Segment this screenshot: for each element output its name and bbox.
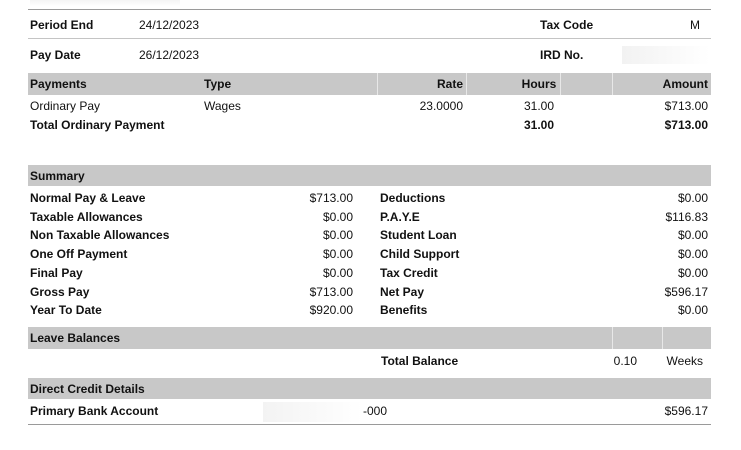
summary-label: Deductions: [380, 191, 446, 205]
summary-value: $0.00: [677, 191, 708, 205]
leave-total-label: Total Balance: [381, 354, 459, 368]
payment-rate: 23.0000: [419, 99, 463, 113]
leave-band-sep: [612, 327, 613, 349]
summary-value: $0.00: [322, 247, 353, 261]
tax-code-label: Tax Code: [540, 18, 594, 32]
summary-label: Tax Credit: [380, 266, 438, 280]
summary-value: $116.83: [665, 210, 708, 224]
total-ordinary-hours: 31.00: [523, 118, 555, 132]
period-end-label: Period End: [30, 18, 94, 32]
summary-label: Year To Date: [30, 303, 102, 317]
payment-name: Ordinary Pay: [30, 99, 101, 113]
primary-account-label: Primary Bank Account: [30, 404, 159, 418]
summary-label: P.A.Y.E: [380, 210, 420, 224]
summary-title: Summary: [30, 169, 85, 183]
payments-column-type: Type: [204, 77, 232, 91]
pay-date-value: 26/12/2023: [139, 48, 200, 62]
summary-value: $0.00: [322, 228, 353, 242]
summary-value: $596.17: [664, 285, 708, 299]
summary-band: [28, 165, 711, 186]
summary-label: Non Taxable Allowances: [30, 228, 170, 242]
total-ordinary-label: Total Ordinary Payment: [30, 118, 165, 132]
ird-label: IRD No.: [540, 48, 584, 62]
summary-label: Taxable Allowances: [30, 210, 143, 224]
payments-header-sep: [612, 73, 613, 95]
direct-credit-title: Direct Credit Details: [30, 382, 145, 396]
summary-value: $0.00: [677, 303, 708, 317]
account-number: -000: [363, 404, 388, 418]
summary-value: $713.00: [309, 285, 353, 299]
leave-band: [28, 327, 711, 349]
direct-credit-amount: $596.17: [664, 404, 708, 418]
summary-value: $713.00: [309, 191, 353, 205]
leave-unit: Weeks: [666, 354, 703, 368]
summary-value: $920.00: [309, 303, 353, 317]
summary-value: $0.00: [322, 210, 353, 224]
payments-header-band: [28, 73, 711, 95]
summary-value: $0.00: [677, 266, 708, 280]
scan-shadow: [30, 0, 180, 6]
pay-date-label: Pay Date: [30, 48, 81, 62]
ird-redaction: [622, 46, 710, 64]
summary-value: $0.00: [677, 247, 708, 261]
payments-column-rate: Rate: [436, 77, 463, 91]
header-divider: [28, 38, 711, 39]
bottom-rule: [28, 424, 711, 425]
summary-value: $0.00: [322, 266, 353, 280]
period-end-value: 24/12/2023: [139, 18, 200, 32]
total-ordinary-amount: $713.00: [664, 118, 708, 132]
summary-label: One Off Payment: [30, 247, 128, 261]
leave-title: Leave Balances: [30, 331, 121, 345]
summary-label: Student Loan: [380, 228, 457, 242]
summary-label: Gross Pay: [30, 285, 90, 299]
tax-code-value: M: [690, 18, 700, 32]
payment-amount: $713.00: [664, 99, 708, 113]
summary-label: Benefits: [380, 303, 428, 317]
payment-hours: 31.00: [523, 99, 555, 113]
leave-total-value: 0.10: [613, 354, 637, 368]
top-rule: [28, 9, 711, 10]
summary-label: Net Pay: [380, 285, 425, 299]
payments-column-hours: Hours: [521, 77, 557, 91]
summary-label: Normal Pay & Leave: [30, 191, 146, 205]
payments-column-amount: Amount: [662, 77, 708, 91]
account-redaction: [263, 402, 363, 422]
payments-column-name: Payments: [30, 77, 87, 91]
summary-value: $0.00: [677, 228, 708, 242]
summary-label: Final Pay: [30, 266, 83, 280]
payments-header-sep: [377, 73, 378, 95]
payments-header-sep: [466, 73, 467, 95]
leave-band-sep: [662, 327, 663, 349]
summary-label: Child Support: [380, 247, 460, 261]
payment-type: Wages: [204, 99, 241, 113]
